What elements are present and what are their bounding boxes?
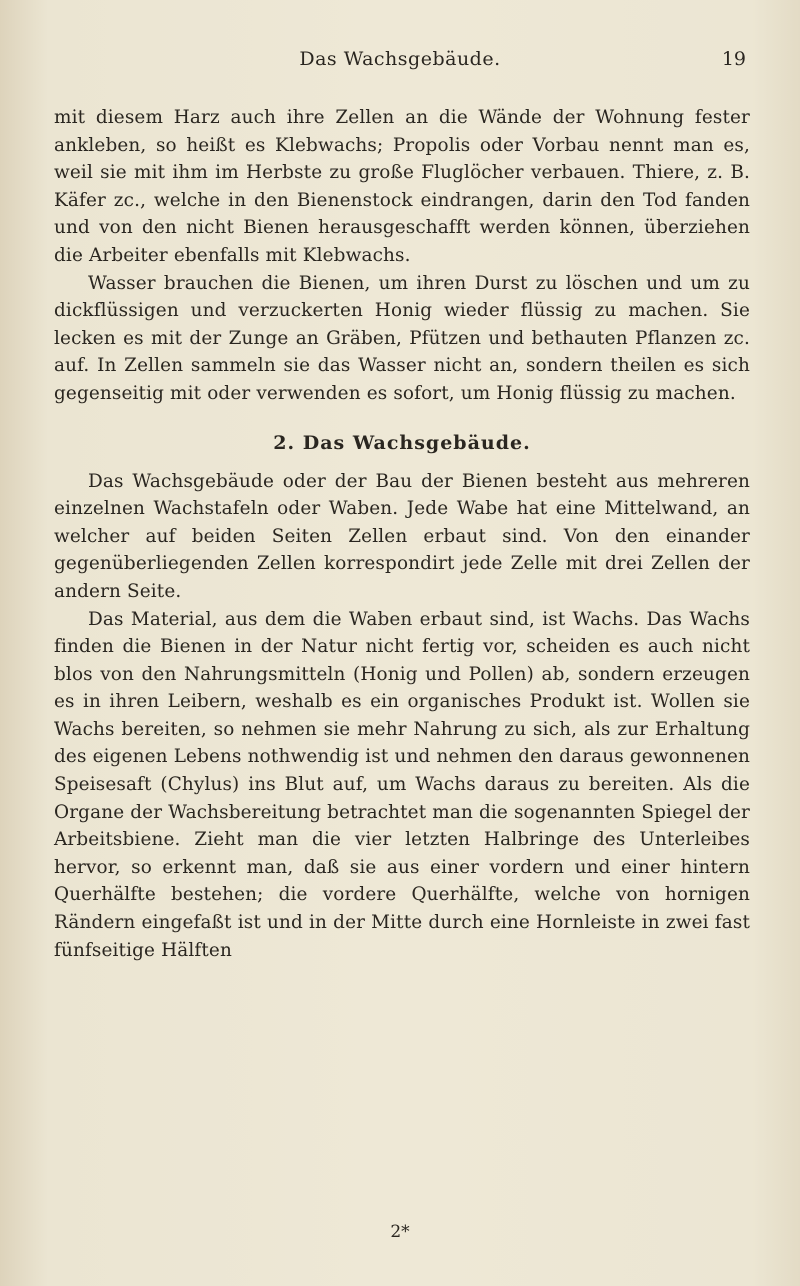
page-number: 19 [721,48,746,70]
printer-signature: 2* [390,1222,410,1242]
page-body [54,104,750,964]
paragraph-harz-klebwachs: mit diesem Harz auch ihre Zellen an die Wände der Wohnung fester ankleben, so heißt es Klebwachs; Propolis oder Vorbau nennt man es, weil sie mit ihm im Herbste zu große Fluglöcher verbauen. Thiere, z. B. Käfer zc., welche in den Bienenstock eindrangen, darin den Tod fanden und von den nicht Bienen herausgeschafft werden können, überziehen die Arbeiter ebenfalls mit Klebwachs. [54,107,750,266]
paragraph-material-wachs: Das Material, aus dem die Waben erbaut sind, ist Wachs. Das Wachs finden die Bienen in der Natur nicht fertig vor, scheiden es auch nicht blos von den Nahrungsmitteln (Honig und Pollen) ab, sondern erzeugen es in ihren Leibern, weshalb es ein organisches Produkt ist. Wollen sie Wachs bereiten, so nehmen sie mehr Nahrung zu sich, als zur Erhaltung des eigenen Lebens nothwendig ist und nehmen den daraus gewonnenen Speisesaft (Chylus) ins Blut auf, um Wachs daraus zu bereiten. Als die Organe der Wachsbereitung betrachtet man die sogenannten Spiegel der Arbeitsbiene. Zieht man die vier letzten Halbringe des Unterleibes hervor, so erkennt man, daß sie aus einer vordern und einer hintern Querhälfte bestehen; die vordere Querhälfte, welche von hornigen Rändern eingefaßt ist und in der Mitte durch eine Hornleiste in zwei fast fünfseitige Hälften [54,608,750,961]
page-header [54,48,746,78]
section-heading: 2. Das Wachsgebäude. [273,431,531,454]
running-title: Das Wachsgebäude. [299,48,501,70]
paragraph-wachsgebaeude: Das Wachsgebäude oder der Bau der Bienen besteht aus mehreren einzelnen Wachstafeln oder Waben. Jede Wabe hat eine Mittelwand, an welcher auf beiden Seiten Zellen erbaut sind. Von den einander gegenüberliegenden Zellen korrespondirt jede Zelle mit drei Zellen der andern Seite. [54,470,750,602]
paragraph-wasser: Wasser brauchen die Bienen, um ihren Durst zu löschen und um zu dickflüssigen und verzuckerten Honig wieder flüssig zu machen. Sie lecken es mit der Zunge an Gräben, Pfützen und bethauten Pflanzen zc. auf. In Zellen sammeln sie das Wasser nicht an, sondern theilen es sich gegenseitig mit oder verwenden es sofort, um Honig flüssig zu machen. [54,272,750,404]
